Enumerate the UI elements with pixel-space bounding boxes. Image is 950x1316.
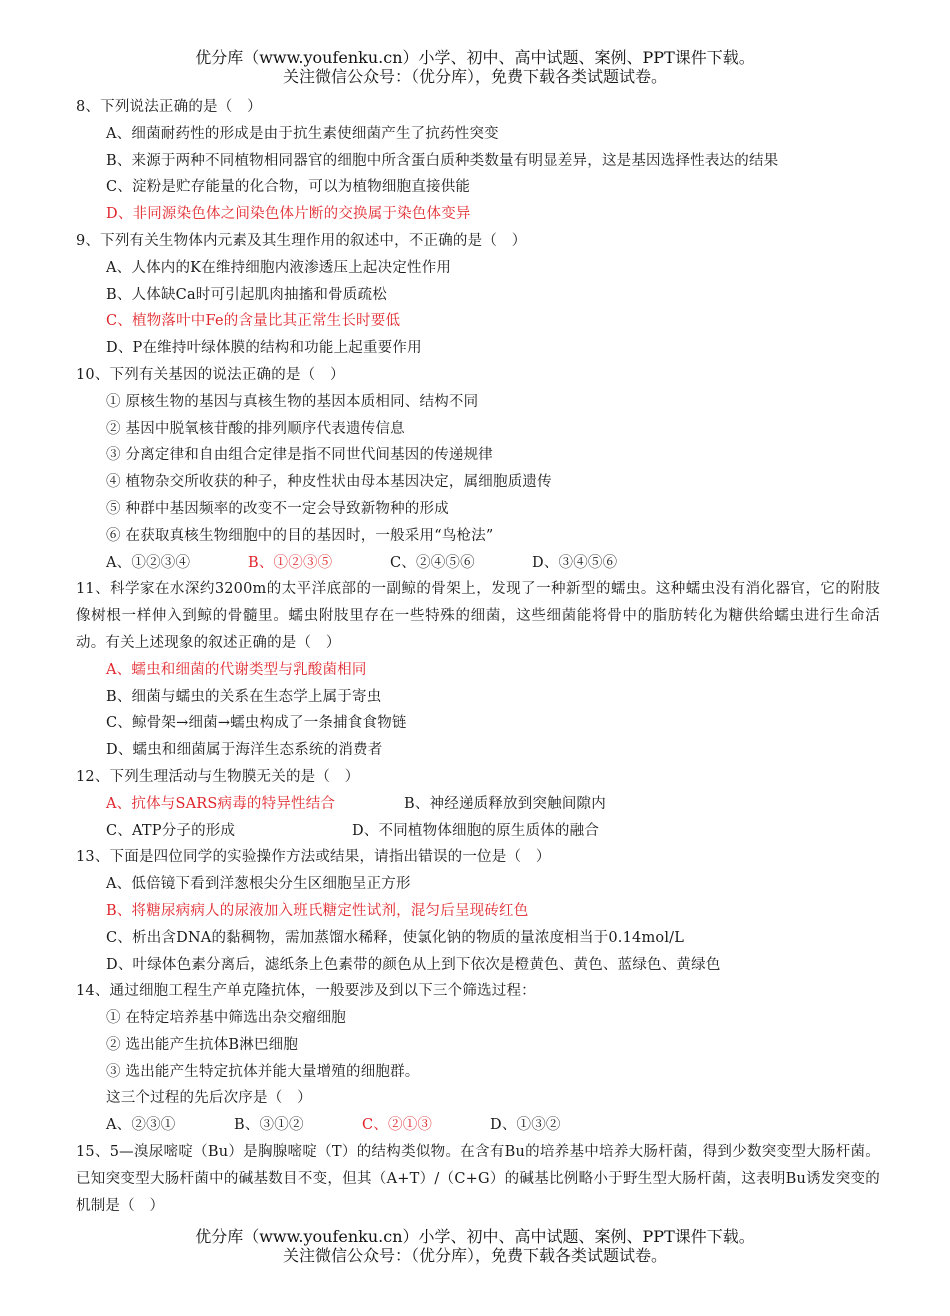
q8-option-c: C、淀粉是贮存能量的化合物，可以为植物细胞直接供能 — [106, 179, 471, 196]
header-line-2: 关注微信公众号：（优分库），免费下载各类试题试卷。 — [282, 67, 667, 86]
q12-options-row-2 — [76, 818, 880, 845]
q14-options-row — [76, 1112, 880, 1139]
q10-stem: 10、下列有关基因的说法正确的是（ ） — [76, 366, 345, 383]
q8-option-b: B、来源于两种不同植物相同器官的细胞中所含蛋白质种类数量有明显差异，这是基因选择性表达的结果 — [106, 152, 779, 169]
q14-stem: 14、通过细胞工程生产单克隆抗体，一般要涉及到以下三个筛选过程： — [76, 983, 536, 1000]
q13-option-c: C、析出含DNA的黏稠物，需加蒸馏水稀释，使氯化钠的物质的量浓度相当于0.14mol/L — [106, 929, 685, 946]
q10-options-row — [76, 550, 880, 577]
q9-option-b: B、人体缺Ca时可引起肌肉抽搐和骨质疏松 — [106, 286, 387, 303]
q10-option-b-answer: B、①②③⑤ — [248, 554, 333, 571]
q10-statement-5: ⑤ 种群中基因频率的改变不一定会导致新物种的形成 — [106, 500, 449, 517]
q14-step-1: ① 在特定培养基中筛选出杂交瘤细胞 — [106, 1010, 347, 1027]
q10-option-a: A、①②③④ — [106, 554, 191, 571]
q15-stem: 15、5—溴尿嘧啶（Bu）是胸腺嘧啶（T）的结构类似物。在含有Bu的培养基中培养大肠杆菌，得到少数突变型大肠杆菌。已知突变型大肠杆菌中的碱基数目不变，但其（A+T）/（C+G）的碱基比例略小于野生型大肠杆菌，这表明Bu诱发突变的机制是（ ） — [76, 1144, 880, 1214]
q8-stem: 8、下列说法正确的是（ ） — [76, 99, 262, 115]
q12-options-row-1 — [76, 791, 880, 818]
q12-stem: 12、下列生理活动与生物膜无关的是（ ） — [76, 768, 360, 785]
q14-option-d: D、①③② — [490, 1117, 561, 1134]
q14-step-3: ③ 选出能产生特定抗体并能大量增殖的细胞群。 — [106, 1063, 420, 1080]
q13-option-a: A、低倍镜下看到洋葱根尖分生区细胞呈正方形 — [106, 876, 411, 893]
question-list — [76, 94, 880, 1219]
q11-option-d: D、蠕虫和细菌属于海洋生态系统的消费者 — [106, 742, 383, 759]
q11-option-a-answer: A、蠕虫和细菌的代谢类型与乳酸菌相同 — [106, 661, 367, 678]
q13-option-d: D、叶绿体色素分离后，滤纸条上色素带的颜色从上到下依次是橙黄色、黄色、蓝绿色、黄绿色 — [106, 956, 721, 973]
q14-ask: 这三个过程的先后次序是（ ） — [106, 1090, 312, 1107]
page-header — [0, 48, 950, 86]
q9-option-c-answer: C、植物落叶中Fe的含量比其正常生长时要低 — [106, 313, 401, 330]
q10-statement-3: ③ 分离定律和自由组合定律是指不同世代间基因的传递规律 — [106, 447, 494, 464]
q12-option-d: D、不同植物体细胞的原生质体的融合 — [352, 822, 600, 839]
q13-stem: 13、下面是四位同学的实验操作方法或结果，请指出错误的一位是（ ） — [76, 849, 551, 866]
q13-option-b-answer: B、将糖尿病病人的尿液加入班氏糖定性试剂，混匀后呈现砖红色 — [106, 902, 529, 919]
q12-option-c: C、ATP分子的形成 — [106, 822, 236, 839]
q10-option-d: D、③④⑤⑥ — [532, 554, 618, 571]
q14-option-b: B、③①② — [234, 1117, 304, 1134]
q9-option-d: D、P在维持叶绿体膜的结构和功能上起重要作用 — [106, 340, 422, 357]
q8-option-a: A、细菌耐药性的形成是由于抗生素使细菌产生了抗药性突变 — [106, 125, 499, 142]
q9-option-a: A、人体内的K在维持细胞内液渗透压上起决定性作用 — [106, 259, 452, 276]
q12-option-b: B、神经递质释放到突触间隙内 — [404, 795, 606, 812]
q10-option-c: C、②④⑤⑥ — [390, 554, 475, 571]
footer-line-1: 优分库（www.youfenku.cn）小学、初中、高中试题、案例、PPT课件下载。 — [195, 1227, 755, 1246]
q8-option-d-answer: D、非同源染色体之间染色体片断的交换属于染色体变异 — [106, 206, 471, 223]
q10-statement-1: ① 原核生物的基因与真核生物的基因本质相同、结构不同 — [106, 393, 479, 410]
q10-statement-4: ④ 植物杂交所收获的种子，种皮性状由母本基因决定，属细胞质遗传 — [106, 474, 552, 491]
q12-option-a-answer: A、抗体与SARS病毒的特异性结合 — [106, 795, 336, 812]
footer-line-2: 关注微信公众号：（优分库），免费下载各类试题试卷。 — [282, 1246, 667, 1265]
q10-statement-2: ② 基因中脱氧核苷酸的排列顺序代表遗传信息 — [106, 420, 405, 437]
header-line-1: 优分库（www.youfenku.cn）小学、初中、高中试题、案例、PPT课件下载。 — [195, 48, 755, 67]
q14-option-c-answer: C、②①③ — [362, 1117, 433, 1134]
page-footer — [0, 1227, 950, 1265]
q11-option-c: C、鲸骨架→细菌→蠕虫构成了一条捕食食物链 — [106, 715, 407, 732]
q14-option-a: A、②③① — [106, 1117, 176, 1134]
q11-stem: 11、科学家在水深约3200m的太平洋底部的一副鲸的骨架上，发现了一种新型的蠕虫。这种蠕虫没有消化器官，它的附肢像树根一样伸入到鲸的骨髓里。蠕虫附肢里存在一些特殊的细菌，这些细菌能将骨中的脂肪转化为糖供给蠕虫进行生命活动。有关上述现象的叙述正确的是（ ） — [76, 581, 880, 651]
q10-statement-6: ⑥ 在获取真核生物细胞中的目的基因时，一般采用“鸟枪法” — [106, 527, 494, 544]
q14-step-2: ② 选出能产生抗体B淋巴细胞 — [106, 1036, 299, 1053]
q11-option-b: B、细菌与蠕虫的关系在生态学上属于寄虫 — [106, 688, 382, 705]
q9-stem: 9、下列有关生物体内元素及其生理作用的叙述中，不正确的是（ ） — [76, 232, 527, 249]
